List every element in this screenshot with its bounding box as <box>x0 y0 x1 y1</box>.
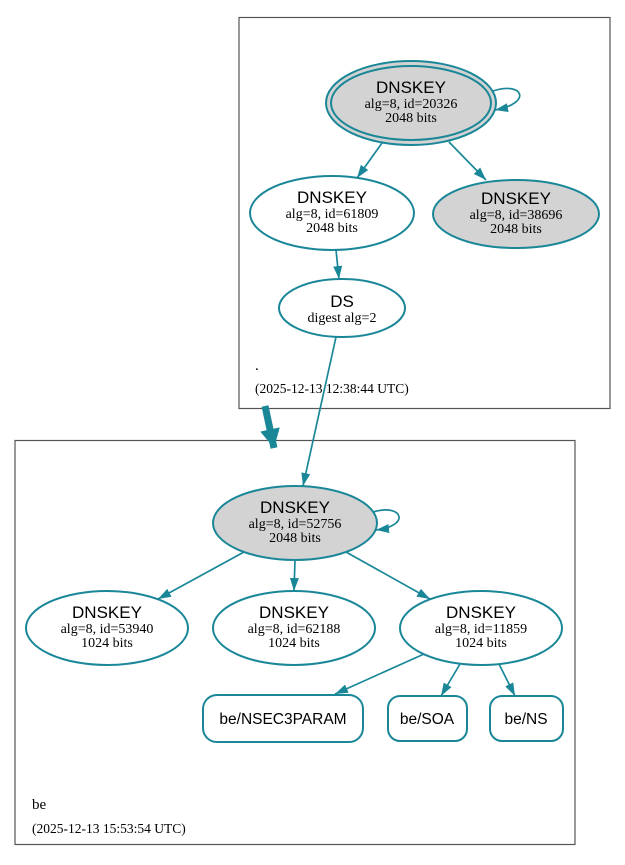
dnskey-20326-bits: 2048 bits <box>385 111 437 126</box>
dnskey-62188-bits: 1024 bits <box>268 636 320 651</box>
zone-root-label: . <box>255 358 259 374</box>
dnskey-11859-title: DNSKEY <box>446 603 516 622</box>
node-rrset-ns[interactable] <box>490 696 563 741</box>
node-rrset-nsec3param[interactable] <box>203 695 363 742</box>
rrset-soa-label: be/SOA <box>399 711 455 728</box>
zone-root <box>239 18 610 409</box>
dnskey-11859-bits: 1024 bits <box>455 636 507 651</box>
node-ds[interactable] <box>279 279 405 337</box>
ds-detail: digest alg=2 <box>307 311 377 326</box>
dnskey-52756-bits: 2048 bits <box>269 531 321 546</box>
dnskey-53940-detail: alg=8, id=53940 <box>60 622 154 637</box>
edge-key52756-to-key53940 <box>158 552 244 599</box>
edge-key11859-to-ns <box>499 664 515 696</box>
edge-key11859-to-nsec3param <box>335 654 424 694</box>
edge-zone-root-to-zone-be-delegation <box>265 406 274 448</box>
dnskey-38696-title: DNSKEY <box>481 189 551 208</box>
dnskey-62188-detail: alg=8, id=62188 <box>247 622 341 637</box>
node-dnskey-61809[interactable] <box>250 176 414 250</box>
dnskey-53940-bits: 1024 bits <box>81 636 133 651</box>
zone-root-timestamp: (2025-12-13 12:38:44 UTC) <box>255 381 409 396</box>
edge-key20326-to-key61809 <box>357 143 382 178</box>
node-rrset-soa[interactable] <box>388 696 467 741</box>
dnskey-52756-detail: alg=8, id=52756 <box>248 517 342 532</box>
edge-key20326-self-loop <box>493 88 520 110</box>
rrset-nsec3param-label: be/NSEC3PARAM <box>219 711 347 728</box>
node-dnskey-52756[interactable] <box>213 486 377 560</box>
dnskey-38696-bits: 2048 bits <box>490 222 542 237</box>
dnskey-52756-title: DNSKEY <box>260 498 330 517</box>
dnskey-20326-detail: alg=8, id=20326 <box>364 97 458 112</box>
dnskey-20326-title: DNSKEY <box>376 78 446 97</box>
zone-be <box>15 441 575 845</box>
dnskey-38696-detail: alg=8, id=38696 <box>469 208 563 223</box>
node-dnskey-20326[interactable] <box>326 61 496 145</box>
dnskey-61809-detail: alg=8, id=61809 <box>285 207 379 222</box>
zone-be-label: be <box>32 797 47 813</box>
node-dnskey-62188[interactable] <box>213 591 375 665</box>
zone-be-timestamp: (2025-12-13 15:53:54 UTC) <box>32 821 186 836</box>
dnskey-61809-title: DNSKEY <box>297 188 367 207</box>
edge-key11859-to-soa <box>441 664 460 696</box>
rrset-ns-label: be/NS <box>504 711 548 728</box>
dnskey-61809-bits: 2048 bits <box>306 221 358 236</box>
node-dnskey-53940[interactable] <box>26 591 188 665</box>
ds-title: DS <box>330 292 354 311</box>
edge-key52756-to-key11859 <box>346 552 430 599</box>
dnskey-11859-detail: alg=8, id=11859 <box>434 622 528 637</box>
edge-key61809-to-ds <box>336 250 339 279</box>
node-dnskey-11859[interactable] <box>400 591 562 665</box>
dnskey-62188-title: DNSKEY <box>259 603 329 622</box>
edge-ds-to-key52756 <box>303 337 336 486</box>
dnskey-53940-title: DNSKEY <box>72 603 142 622</box>
node-dnskey-38696[interactable] <box>433 180 599 248</box>
edge-key52756-to-key62188 <box>294 560 295 591</box>
edge-key20326-to-key38696 <box>449 142 486 180</box>
